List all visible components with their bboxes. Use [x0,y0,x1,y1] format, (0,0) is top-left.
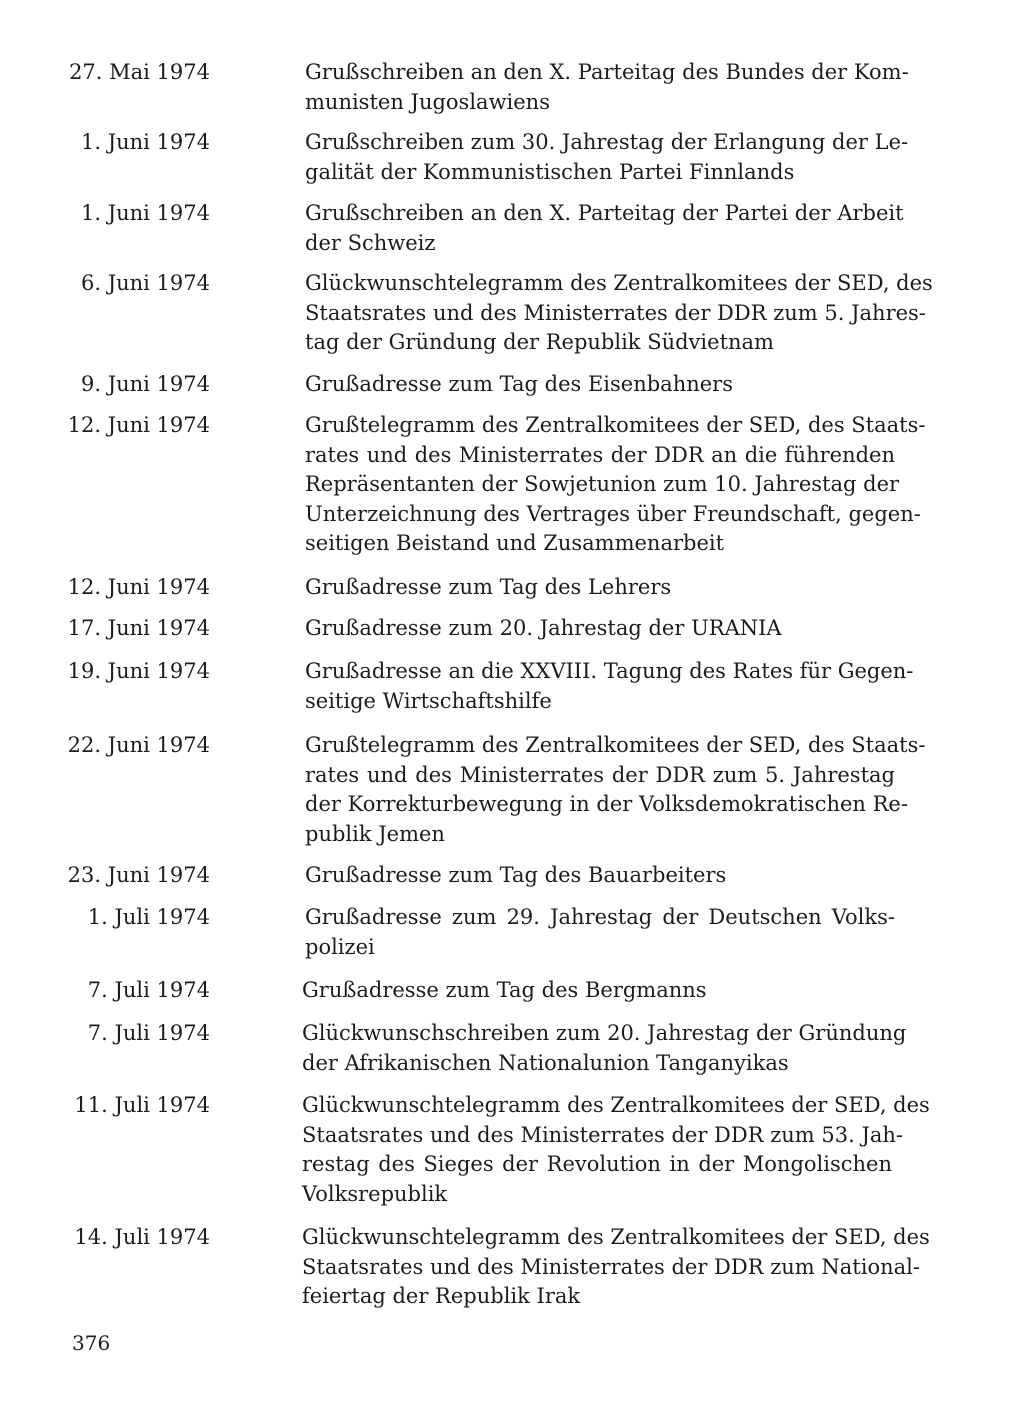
entry-date: 12. Juni 1974 [67,575,210,599]
entry-date: 14. Juli 1974 [74,1225,210,1249]
entry-date: 1. Juni 1974 [80,201,210,225]
entry-line: polizei [305,934,375,959]
entry-line: Glückwunschtelegramm des Zentralkomitees der SED, des [302,1093,930,1117]
entry-date: 6. Juni 1974 [80,271,210,295]
entry-date: 7. Juli 1974 [87,978,210,1002]
entry-line: Staatsrates und des Ministerrates der DDR zum National- [302,1254,920,1279]
entry-text [305,370,895,400]
entry-date: 17. Juni 1974 [67,616,210,640]
entry-line: feiertag der Republik Irak [302,1284,581,1308]
entry-line: galität der Kommunistischen Partei Finnlands [305,159,795,184]
page-number: 376 [72,1331,111,1355]
entry-text [305,861,895,891]
entry-line: Grußadresse zum 29. Jahrestag der Deutschen Volks- [305,905,895,929]
entry-line: Grußschreiben an den X. Parteitag des Bundes der Kom- [305,60,909,84]
entry-line: Repräsentanten der Sowjetunion zum 10. Jahrestag der [305,472,900,496]
entry-date: 12. Juni 1974 [67,413,210,437]
entry-line: Glückwunschtelegramm des Zentralkomitees der SED, des [305,271,933,295]
entry-text [302,976,892,1006]
entry-line: Staatsrates und des Ministerrates der DDR zum 5. Jahres- [305,300,926,325]
entry-line: Grußadresse zum Tag des Bauarbeiters [305,863,727,887]
entry-line: rates und des Ministerrates der DDR zum 5. Jahrestag [305,762,895,787]
entry-text [302,1091,930,1209]
entry-date: 11. Juli 1974 [74,1093,210,1117]
entry-line: seitigen Beistand und Zusammenarbeit [305,531,725,555]
entry-line: der Afrikanischen Nationalunion Tanganyikas [302,1050,789,1075]
entry-line: Grußadresse an die XXVIII. Tagung des Rates für Gegen- [305,659,914,683]
entry-line: publik Jemen [305,821,445,846]
entry-line: Grußadresse zum Tag des Lehrers [305,575,672,599]
entry-text [302,1223,930,1312]
entry-line: Grußtelegramm des Zentralkomitees der SED, des Staats- [305,413,926,437]
entry-date: 19. Juni 1974 [67,659,210,683]
entry-line: seitige Wirtschaftshilfe [305,688,552,713]
entry-date: 9. Juni 1974 [80,372,210,396]
entry-text [305,58,909,117]
entry-line: der Schweiz [305,230,436,255]
entry-text [305,903,895,962]
entry-line: Grußadresse zum 20. Jahrestag der URANIA [305,616,782,640]
entry-line: Grußschreiben zum 30. Jahrestag der Erlangung der Le- [305,130,909,154]
entry-text [305,573,895,603]
entry-line: Glückwunschtelegramm des Zentralkomitees der SED, des [302,1225,930,1249]
entry-date: 1. Juli 1974 [87,905,210,929]
entry-text [305,731,926,849]
entry-text [305,614,895,644]
entry-date: 22. Juni 1974 [67,733,210,757]
entry-text [305,128,909,187]
entry-line: Glückwunschschreiben zum 20. Jahrestag der Gründung [302,1021,907,1045]
entry-line: Staatsrates und des Ministerrates der DDR zum 53. Jah- [302,1122,904,1147]
entry-line: tag der Gründung der Republik Südvietnam [305,330,774,354]
entry-date: 23. Juni 1974 [67,863,210,887]
entry-date: 1. Juni 1974 [80,130,210,154]
entry-line: restag des Sieges der Revolution in der Mongolischen [302,1152,892,1176]
entry-line: der Korrekturbewegung in der Volksdemokratischen Re- [305,792,908,816]
entry-text [302,1019,907,1078]
entry-date: 27. Mai 1974 [69,60,210,84]
entry-line: Volksrepublik [302,1181,448,1206]
entry-line: Grußadresse zum Tag des Bergmanns [302,978,707,1002]
entry-line: Grußadresse zum Tag des Eisenbahners [305,372,733,396]
entry-line: Unterzeichnung des Vertrages über Freundschaft, gegen- [305,501,921,526]
entry-text [305,411,926,559]
entry-text [305,199,904,258]
entry-line: Grußschreiben an den X. Parteitag der Partei der Arbeit [305,201,904,225]
entry-text [305,269,933,358]
entry-line: rates und des Ministerrates der DDR an die führenden [305,442,895,467]
entry-line: munisten Jugoslawiens [305,89,550,114]
entry-line: Grußtelegramm des Zentralkomitees der SED, des Staats- [305,733,926,757]
entry-date: 7. Juli 1974 [87,1021,210,1045]
entry-text [305,657,914,716]
